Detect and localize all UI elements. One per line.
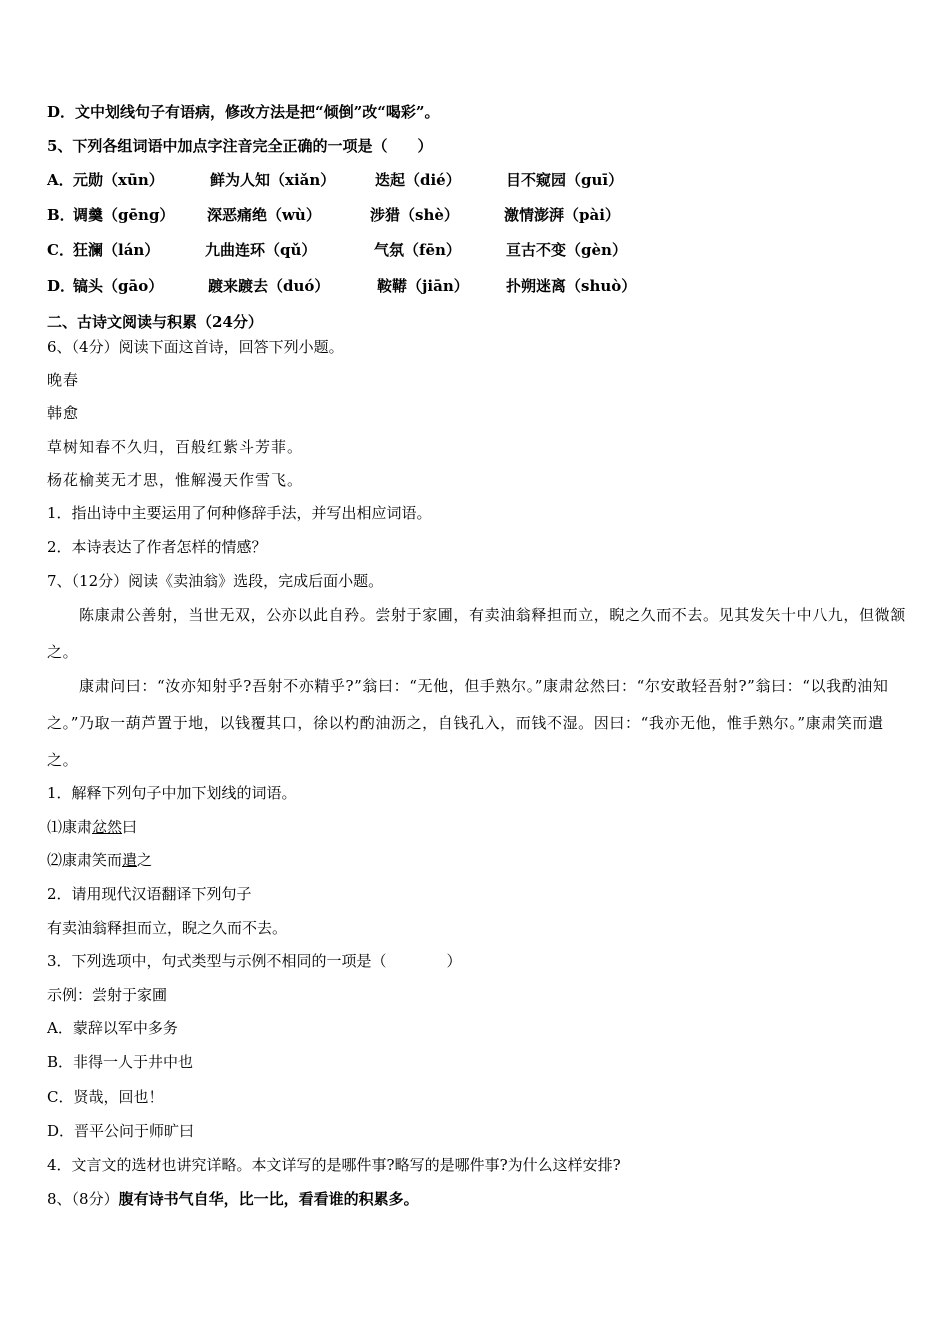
q7-sub3-option-d: D．晋平公问于师旷曰 [47,1122,195,1140]
q7-sub2: 2．请用现代汉语翻译下列句子 [47,885,252,903]
q8-prefix: 8、（8分） [47,1190,119,1208]
q4-option-d: D．文中划线句子有语病，修改方法是把“倾倒”改“喝彩”。 [47,103,440,121]
poem-line-2: 杨花榆荚无才思，惟解漫天作雪飞。 [47,471,304,489]
q7-sub3-option-c: C．贤哉，回也！ [47,1088,164,1106]
q7-sub3: 3．下列选项中，句式类型与示例不相同的一项是（ ） [47,952,462,970]
option-item: 狂澜（lán） [73,241,160,259]
option-item: 激情澎湃（pài） [504,206,620,224]
q6-sub1: 1．指出诗中主要运用了何种修辞手法，并写出相应词语。 [47,504,432,522]
q7-sub1: 1．解释下列句子中加下划线的词语。 [47,784,297,802]
underlined-word: 遣 [122,851,138,869]
option-item: 鲜为人知（xiǎn） [210,171,336,189]
option-item: 涉猎（shè） [370,206,459,224]
q5-stem: 5、下列各组词语中加点字注音完全正确的一项是（ ） [47,137,433,155]
option-label: B． [47,206,75,224]
poem-author: 韩愈 [47,404,80,422]
q7-sub1-item2 [47,850,152,870]
option-item: 踱来踱去（duó） [208,277,330,295]
option-item: 迭起（dié） [375,171,461,189]
q7-sub4: 4．文言文的选材也讲究详略。本文详写的是哪件事?略写的是哪件事?为什么这样安排? [47,1156,621,1174]
poem-line-1: 草树知春不久归，百般红紫斗芳菲。 [47,438,304,456]
option-item: 鞍鞯（jiān） [377,277,469,295]
q7-sub2-sentence: 有卖油翁释担而立，睨之久而不去。 [47,919,288,937]
option-item: 调羹（gēng） [73,206,175,224]
text-post: 之 [137,851,153,869]
passage-paragraph-1: 陈康肃公善射，当世无双，公亦以此自矜。尝射于家圃，有卖油翁释担而立，睨之久而不去。见其发矢十中八九，但微颔之。 [47,606,906,661]
option-item: 气氛（fēn） [374,241,461,259]
text-pre: ⑴康肃 [47,818,93,836]
option-label: D． [47,277,76,295]
q7-sub3-option-a: A．蒙辞以军中多务 [47,1019,178,1037]
q6-stem: 6、（4分）阅读下面这首诗，回答下列小题。 [47,338,344,356]
q6-sub2: 2．本诗表达了作者怎样的情感？ [47,538,267,556]
option-label: A． [47,171,74,189]
section2-title: 二、古诗文阅读与积累（24分） [47,313,263,331]
option-item: 深恶痛绝（wù） [207,206,321,224]
q7-sub3-example: 示例：尝射于家圃 [47,986,168,1004]
q7-stem: 7、（12分）阅读《卖油翁》选段，完成后面小题。 [47,572,384,590]
option-item: 亘古不变（gèn） [506,241,627,259]
poem-title: 晚春 [47,371,80,389]
passage-paragraph-2: 康肃问曰：“汝亦知射乎?吾射不亦精乎?”翁曰：“无他，但手熟尔。”康肃忿然曰：“尔安敢轻吾射?”翁曰：“以我酌油知之。”乃取一葫芦置于地，以钱覆其口，徐以杓酌油沥之，自钱孔入，而钱不湿。因曰：“我亦无他，惟手熟尔。”康肃笑而遣之。 [47,677,889,769]
underlined-word: 忿然 [92,818,123,836]
option-item: 九曲连环（qǔ） [205,241,317,259]
option-item: 镐头（gāo） [73,277,164,295]
option-item: 目不窥园（guī） [506,171,624,189]
q8-stem [47,1189,419,1209]
option-item: 元勋（xūn） [73,171,164,189]
option-item: 扑朔迷离（shuò） [506,277,637,295]
text-post: 曰 [122,818,138,836]
option-label: C． [47,241,74,259]
q7-sub3-option-b: B．非得一人于井中也 [47,1053,194,1071]
q8-text: 腹有诗书气自华，比一比，看看谁的积累多。 [118,1190,419,1208]
text-pre: ⑵康肃笑而 [47,851,123,869]
q7-sub1-item1 [47,817,137,837]
